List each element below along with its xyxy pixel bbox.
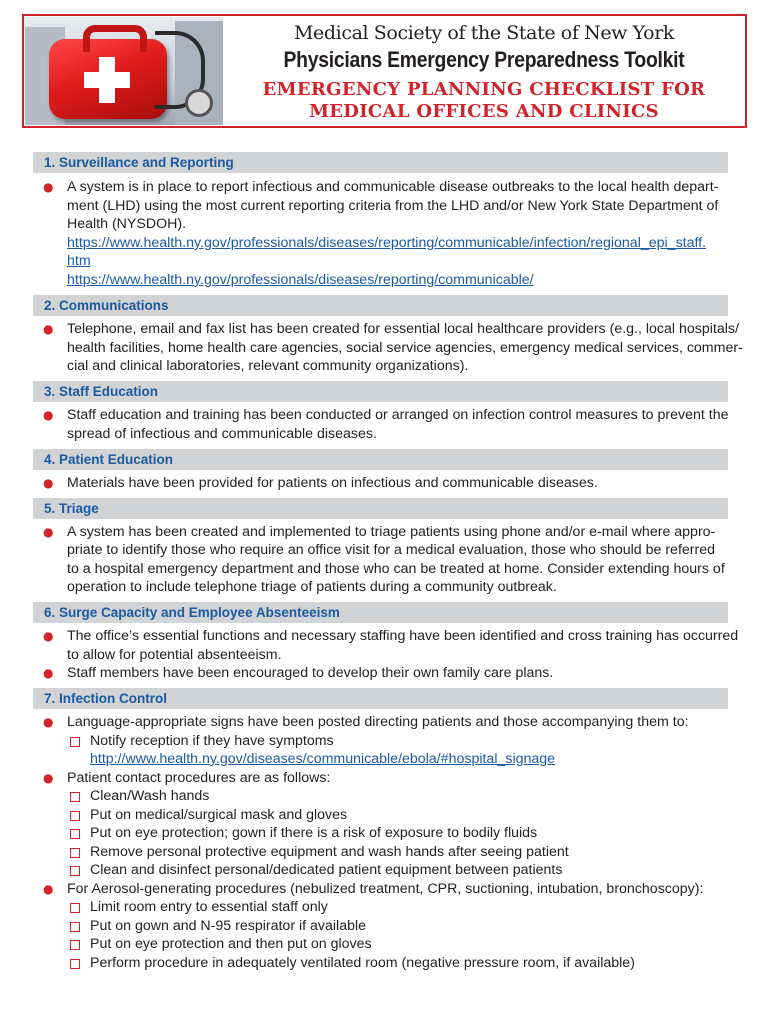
checkbox-icon[interactable]: [70, 903, 80, 913]
checkbox-icon[interactable]: [70, 866, 80, 876]
section7-item2-line1: Patient contact procedures are as follows:: [67, 770, 331, 786]
communicable-reporting-link[interactable]: https://www.health.ny.gov/professionals/diseases/reporting/communicable/: [67, 272, 534, 288]
checklist-disinfect-equipment: Clean and disinfect personal/dedicated patient equipment between patients: [90, 862, 563, 878]
section4-item1-line1: Materials have been provided for patients on infectious and communicable diseases.: [67, 475, 598, 491]
checklist-mask-gloves: Put on medical/surgical mask and gloves: [90, 807, 348, 823]
section1-item1-line3: Health (NYSDOH).: [67, 216, 187, 232]
checklist-notify-reception: Notify reception if they have symptoms: [90, 733, 334, 749]
section1-item1-line2: ment (LHD) using the most current reporting criteria from the LHD and/or New York State Department of: [67, 198, 719, 214]
section-heading-infection-control: 7. Infection Control: [33, 688, 728, 709]
section-heading-patient-education: 4. Patient Education: [33, 449, 728, 470]
toolkit-name: Physicians Emergency Preparedness Toolkit: [283, 47, 685, 72]
section6-item1-line2: to allow for potential absenteeism.: [67, 647, 282, 663]
section2-item1-line1: Telephone, email and fax list has been created for essential local healthcare providers (e.g., local hospitals/: [67, 321, 739, 337]
checklist-eye-protection-gown: Put on eye protection; gown if there is a risk of exposure to bodily fluids: [90, 825, 538, 841]
section-heading-surveillance: 1. Surveillance and Reporting: [33, 152, 728, 173]
checkbox-icon[interactable]: [70, 922, 80, 932]
section2-item1-line2: health facilities, home health care agencies, social service agencies, emergency medical services, commer-: [67, 340, 743, 356]
bullet-icon: ●: [43, 525, 54, 539]
checkbox-icon[interactable]: [70, 848, 80, 858]
checklist-limit-room-entry: Limit room entry to essential staff only: [90, 899, 328, 915]
section-heading-surge-capacity: 6. Surge Capacity and Employee Absenteeism: [33, 602, 728, 623]
bullet-icon: ●: [43, 322, 54, 336]
section6-item2-line1: Staff members have been encouraged to develop their own family care plans.: [67, 665, 554, 681]
bullet-icon: ●: [43, 180, 54, 194]
section1-item1-line1: A system is in place to report infectious and communicable disease outbreaks to the local health depart-: [67, 179, 719, 195]
bullet-icon: ●: [43, 771, 54, 785]
checklist-clean-wash-hands: Clean/Wash hands: [90, 788, 210, 804]
section-heading-staff-education: 3. Staff Education: [33, 381, 728, 402]
bullet-icon: ●: [43, 629, 54, 643]
hospital-signage-link[interactable]: http://www.health.ny.gov/diseases/communicable/ebola/#hospital_signage: [90, 751, 556, 767]
page-title-line-2: MEDICAL OFFICES AND CLINICS: [309, 101, 659, 122]
checkbox-icon[interactable]: [70, 959, 80, 969]
page-title-line-1: EMERGENCY PLANNING CHECKLIST FOR: [262, 79, 706, 100]
bullet-icon: ●: [43, 666, 54, 680]
checkbox-icon[interactable]: [70, 811, 80, 821]
checkbox-icon[interactable]: [70, 737, 80, 747]
bullet-icon: ●: [43, 715, 54, 729]
medical-kit-stethoscope-image: [25, 17, 223, 125]
page-title: [230, 79, 738, 123]
regional-epi-staff-link[interactable]: https://www.health.ny.gov/professionals/diseases/reporting/communicable/infection/regional_epi_staff.: [67, 235, 707, 251]
regional-epi-staff-link-cont[interactable]: htm: [67, 253, 91, 269]
section3-item1-line2: spread of infectious and communicable diseases.: [67, 426, 377, 442]
section5-item1-line1: A system has been created and implemented to triage patients using phone and/or e-mail where appro-: [67, 524, 716, 540]
section2-item1-line3: cial and clinical laboratories, relevant community organizations).: [67, 358, 469, 374]
section5-item1-line4: operation to include telephone triage of patients during a community outbreak.: [67, 579, 557, 595]
section5-item1-line2: priate to identify those who require an office visit for a medical evaluation, those who should be referred: [67, 542, 716, 558]
checkbox-icon[interactable]: [70, 792, 80, 802]
section6-item1-line1: The office’s essential functions and necessary staffing have been identified and cross training has occurred: [67, 628, 739, 644]
section7-item1-line1: Language-appropriate signs have been posted directing patients and those accompanying them to:: [67, 714, 689, 730]
section3-item1-line1: Staff education and training has been conducted or arranged on infection control measures to prevent the: [67, 407, 729, 423]
section-heading-communications: 2. Communications: [33, 295, 728, 316]
section5-item1-line3: to a hospital emergency department and those who can be treated at home. Consider extending hours of: [67, 561, 725, 577]
bullet-icon: ●: [43, 882, 54, 896]
checklist-ventilated-room: Perform procedure in adequately ventilated room (negative pressure room, if available): [90, 955, 635, 971]
section-heading-triage: 5. Triage: [33, 498, 728, 519]
section7-item3-line1: For Aerosol-generating procedures (nebulized treatment, CPR, suctioning, intubation, bronchoscopy):: [67, 881, 704, 897]
checklist-eye-protection-gloves: Put on eye protection and then put on gloves: [90, 936, 372, 952]
checkbox-icon[interactable]: [70, 829, 80, 839]
checklist-gown-n95: Put on gown and N-95 respirator if available: [90, 918, 367, 934]
society-name: Medical Society of the State of New York: [293, 22, 675, 44]
bullet-icon: ●: [43, 408, 54, 422]
checklist-remove-ppe: Remove personal protective equipment and wash hands after seeing patient: [90, 844, 569, 860]
checkbox-icon[interactable]: [70, 940, 80, 950]
bullet-icon: ●: [43, 476, 54, 490]
